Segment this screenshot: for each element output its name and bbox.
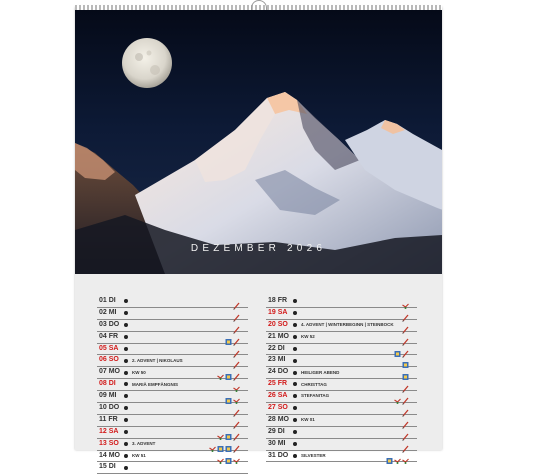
day-date: 19 SA bbox=[268, 308, 288, 316]
day-row[interactable] bbox=[266, 379, 417, 391]
day-row[interactable] bbox=[266, 344, 417, 356]
day-date: 21 MO bbox=[268, 332, 290, 340]
day-event: MARIÄ EMPFÄNGNIS bbox=[132, 381, 178, 387]
bird-icon bbox=[394, 452, 401, 460]
day-row[interactable] bbox=[266, 332, 417, 344]
pen-icon bbox=[233, 428, 240, 436]
day-row[interactable] bbox=[97, 403, 248, 415]
mountain-moon-illustration bbox=[75, 10, 442, 274]
day-event: SILVESTER bbox=[301, 452, 326, 458]
day-event: STEFANITAG bbox=[301, 393, 330, 399]
day-date: 24 DO bbox=[268, 368, 289, 376]
day-date: 22 DI bbox=[268, 344, 285, 352]
day-date: 12 SA bbox=[99, 427, 119, 435]
day-row[interactable] bbox=[97, 332, 248, 344]
day-event: CHRISTTAG bbox=[301, 381, 327, 387]
pen-icon bbox=[233, 404, 240, 412]
moon-phase-icon bbox=[124, 430, 128, 434]
moon-phase-icon bbox=[293, 406, 297, 410]
day-event: HEILIGER ABEND bbox=[301, 369, 340, 375]
stamp-icon bbox=[225, 392, 232, 400]
day-column-right bbox=[266, 296, 417, 462]
day-row[interactable] bbox=[97, 462, 248, 474]
calendar-hanger bbox=[251, 0, 267, 10]
bird-icon bbox=[217, 428, 224, 436]
day-column-left bbox=[97, 296, 248, 474]
day-date: 01 DI bbox=[99, 297, 116, 304]
day-date: 04 FR bbox=[99, 332, 119, 340]
moon-phase-icon bbox=[124, 311, 128, 315]
day-date: 18 FR bbox=[268, 297, 288, 304]
day-row[interactable] bbox=[97, 308, 248, 320]
day-row[interactable] bbox=[266, 296, 417, 308]
pen-icon bbox=[402, 380, 409, 388]
calendar-photo bbox=[75, 10, 442, 274]
bird-icon bbox=[402, 452, 409, 460]
day-row[interactable] bbox=[97, 415, 248, 427]
day-date: 27 SO bbox=[268, 404, 288, 412]
moon-phase-icon bbox=[293, 394, 297, 398]
pen-icon bbox=[402, 392, 409, 400]
day-event: 2. ADVENT | NIKOLAUS bbox=[132, 357, 183, 363]
day-row[interactable] bbox=[266, 427, 417, 439]
pen-icon bbox=[233, 345, 240, 353]
day-date: 07 MO bbox=[99, 368, 121, 376]
pen-icon bbox=[233, 321, 240, 329]
day-event: KW 51 bbox=[132, 452, 146, 458]
pen-icon bbox=[402, 428, 409, 436]
day-row[interactable] bbox=[266, 367, 417, 379]
day-date: 23 MI bbox=[268, 356, 286, 364]
moon bbox=[122, 38, 172, 88]
day-event: KW 52 bbox=[301, 333, 315, 339]
pen-icon bbox=[233, 440, 240, 448]
wall-calendar bbox=[75, 7, 442, 471]
pen-icon bbox=[233, 416, 240, 424]
day-row[interactable] bbox=[97, 379, 248, 391]
day-date: 28 MO bbox=[268, 415, 290, 423]
bird-icon bbox=[217, 368, 224, 376]
day-row[interactable] bbox=[266, 391, 417, 403]
moon-phase-icon bbox=[124, 335, 128, 339]
moon-phase-icon bbox=[293, 359, 297, 363]
day-row[interactable] bbox=[266, 355, 417, 367]
bird-icon bbox=[402, 297, 409, 305]
day-event: KW 50 bbox=[132, 369, 146, 375]
day-row[interactable] bbox=[97, 439, 248, 451]
stamp-icon bbox=[225, 428, 232, 436]
day-date: 29 DI bbox=[268, 427, 285, 435]
bird-icon bbox=[233, 380, 240, 388]
day-date: 10 DO bbox=[99, 404, 120, 412]
day-row[interactable] bbox=[97, 391, 248, 403]
day-date: 11 FR bbox=[99, 415, 118, 423]
day-date: 03 DO bbox=[99, 320, 120, 328]
moon-phase-icon bbox=[124, 406, 128, 410]
moon-phase-icon bbox=[124, 371, 128, 375]
moon-phase-icon bbox=[124, 442, 128, 446]
day-row[interactable] bbox=[97, 427, 248, 439]
day-grid bbox=[75, 274, 442, 471]
bird-icon bbox=[233, 392, 240, 400]
moon-phase-icon bbox=[124, 299, 128, 303]
day-row[interactable] bbox=[266, 403, 417, 415]
day-date: 25 FR bbox=[268, 380, 288, 388]
stamp-icon bbox=[217, 440, 224, 448]
pen-icon bbox=[233, 297, 240, 305]
day-date: 13 SO bbox=[99, 439, 119, 447]
moon-phase-icon bbox=[124, 323, 128, 327]
pen-icon bbox=[402, 345, 409, 353]
moon-phase-icon bbox=[293, 382, 297, 386]
day-date: 15 DI bbox=[99, 463, 116, 471]
day-event: 4. ADVENT | WINTERBEGINN | STEINBOCK bbox=[301, 322, 394, 328]
moon-phase-icon bbox=[124, 382, 128, 386]
moon-phase-icon bbox=[293, 311, 297, 315]
day-row[interactable] bbox=[97, 296, 248, 308]
bird-icon bbox=[209, 440, 216, 448]
day-date: 31 DO bbox=[268, 451, 289, 459]
moon-phase-icon bbox=[124, 394, 128, 398]
day-row[interactable] bbox=[266, 415, 417, 427]
moon-phase-icon bbox=[124, 418, 128, 422]
moon-phase-icon bbox=[293, 347, 297, 351]
day-date: 20 SO bbox=[268, 320, 288, 328]
day-row[interactable] bbox=[266, 451, 417, 463]
day-event: KW 01 bbox=[301, 417, 315, 423]
stamp-icon bbox=[225, 368, 232, 376]
moon-phase-icon bbox=[124, 347, 128, 351]
moon-phase-icon bbox=[293, 371, 297, 375]
bird-icon bbox=[233, 452, 240, 460]
stamp-icon bbox=[225, 440, 232, 448]
stamp-icon bbox=[394, 345, 401, 353]
pen-icon bbox=[402, 321, 409, 329]
moon-phase-icon bbox=[293, 299, 297, 303]
stamp-icon bbox=[225, 333, 232, 341]
day-date: 26 SA bbox=[268, 392, 288, 400]
stamp-icon bbox=[402, 368, 409, 376]
moon-phase-icon bbox=[293, 454, 297, 458]
day-date: 05 SA bbox=[99, 344, 119, 352]
pen-icon bbox=[402, 404, 409, 412]
bird-icon bbox=[217, 452, 224, 460]
bird-icon bbox=[394, 392, 401, 400]
day-row[interactable] bbox=[266, 308, 417, 320]
day-row[interactable] bbox=[266, 439, 417, 451]
day-row[interactable] bbox=[97, 344, 248, 356]
pen-icon bbox=[233, 356, 240, 364]
day-row[interactable] bbox=[266, 320, 417, 332]
day-row[interactable] bbox=[97, 451, 248, 463]
day-event: 3. ADVENT bbox=[132, 440, 156, 446]
pen-icon bbox=[233, 333, 240, 341]
pen-icon bbox=[233, 368, 240, 376]
moon-phase-icon bbox=[293, 442, 297, 446]
day-date: 09 MI bbox=[99, 392, 117, 400]
pen-icon bbox=[402, 309, 409, 317]
day-row[interactable] bbox=[97, 367, 248, 379]
day-date: 30 MI bbox=[268, 439, 286, 447]
day-date: 06 SO bbox=[99, 356, 119, 364]
stamp-icon bbox=[402, 356, 409, 364]
day-date: 02 MI bbox=[99, 308, 117, 316]
day-date: 08 DI bbox=[99, 380, 116, 388]
pen-icon bbox=[402, 440, 409, 448]
stamp-icon bbox=[225, 452, 232, 460]
moon-phase-icon bbox=[293, 335, 297, 339]
month-title: DEZEMBER 2026 bbox=[190, 243, 327, 254]
moon-phase-icon bbox=[293, 323, 297, 327]
stamp-icon bbox=[386, 452, 393, 460]
moon-phase-icon bbox=[293, 430, 297, 434]
moon-phase-icon bbox=[293, 418, 297, 422]
pen-icon bbox=[402, 416, 409, 424]
day-row[interactable] bbox=[97, 320, 248, 332]
pen-icon bbox=[233, 309, 240, 317]
day-row[interactable] bbox=[97, 355, 248, 367]
moon-phase-icon bbox=[124, 466, 128, 470]
pen-icon bbox=[402, 333, 409, 341]
moon-phase-icon bbox=[124, 359, 128, 363]
day-date: 14 MO bbox=[99, 451, 121, 459]
moon-phase-icon bbox=[124, 454, 128, 458]
